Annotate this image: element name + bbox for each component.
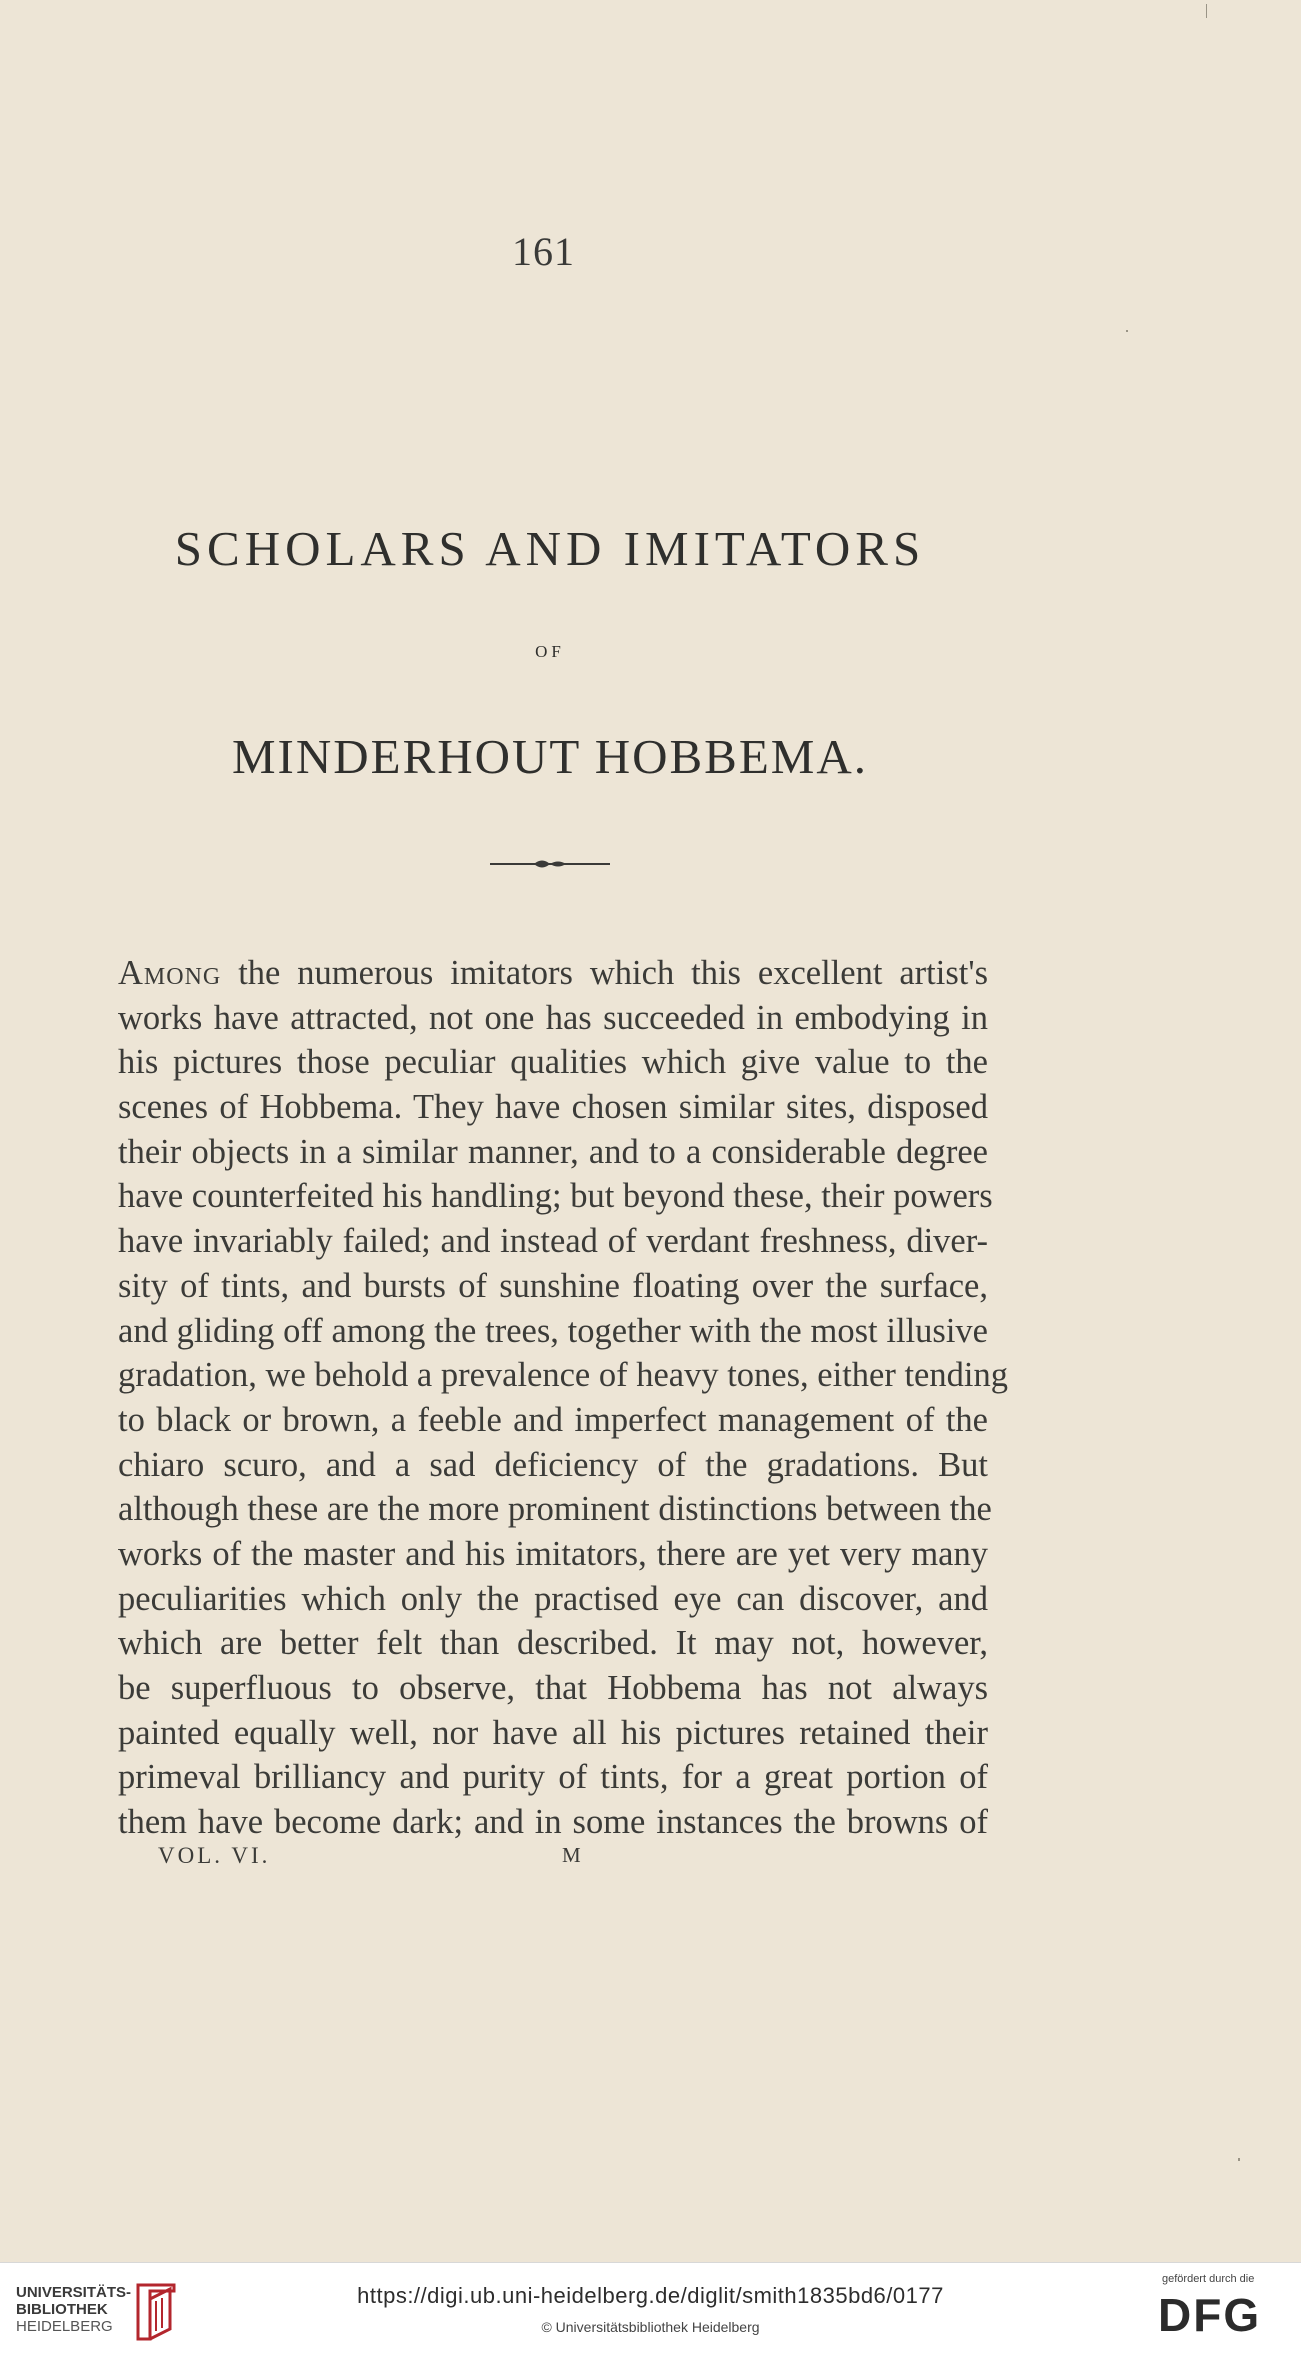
paper-speck — [1126, 330, 1128, 332]
body-line: and gliding off among the trees, together with the most illusive — [118, 1311, 988, 1350]
signature-mark: M — [562, 1843, 581, 1867]
body-line: primeval brilliancy and purity of tints, for a great portion of — [118, 1758, 988, 1797]
body-line: their objects in a similar manner, and to a considerable degree — [118, 1132, 988, 1171]
body-line: sity of tints, and bursts of sunshine floating over the surface, — [118, 1266, 988, 1305]
paper-speck — [1238, 2158, 1240, 2161]
chapter-title-connector: OF — [535, 642, 565, 661]
body-paragraph — [118, 951, 1008, 1845]
page-number: 161 — [512, 229, 575, 274]
body-line — [118, 951, 988, 996]
body-line: which are better felt than described. It may not, however, — [118, 1624, 988, 1663]
dfg-logo[interactable]: DFG — [1158, 2289, 1262, 2341]
body-line: scenes of Hobbema. They have chosen similar sites, disposed — [118, 1088, 988, 1127]
viewer-footer-bar — [0, 2262, 1301, 2357]
body-line: be superfluous to observe, that Hobbema has not always — [118, 1669, 988, 1707]
body-line: them have become dark; and in some instances the browns of — [118, 1803, 988, 1842]
body-line: peculiarities which only the practised eye can discover, and — [118, 1579, 988, 1618]
body-line: to black or brown, a feeble and imperfect management of the — [118, 1400, 988, 1439]
body-line: gradation, we behold a prevalence of heavy tones, either tending — [118, 1356, 1008, 1395]
chapter-title: SCHOLARS AND IMITATORS — [174, 521, 926, 576]
body-line: although these are the more prominent distinctions between the — [118, 1490, 992, 1529]
permalink-url[interactable]: https://digi.ub.uni-heidelberg.de/diglit/smith1835bd6/0177 — [357, 2283, 944, 2308]
body-line: works have attracted, not one has succeeded in embodying in — [118, 998, 988, 1037]
chapter-subject: MINDERHOUT HOBBEMA. — [231, 729, 868, 784]
funding-note: gefördert durch die — [1162, 2273, 1255, 2285]
library-name-line: HEIDELBERG — [16, 2318, 113, 2335]
body-line: works of the master and his imitators, there are yet very many — [118, 1534, 988, 1573]
library-name-line: BIBLIOTHEK — [16, 2301, 108, 2318]
body-line: painted equally well, nor have all his pictures retained their — [118, 1713, 988, 1752]
body-line: chiaro scuro, and a sad deficiency of the gradations. But — [118, 1445, 988, 1484]
volume-footer: VOL. VI. — [158, 1843, 271, 1868]
body-line-text: the numerous imitators which this excellent artist's — [221, 954, 988, 992]
paper-speck — [1206, 4, 1207, 18]
copyright-notice: © Universitätsbibliothek Heidelberg — [541, 2319, 760, 2335]
body-line: his pictures those peculiar qualities which give value to the — [118, 1043, 988, 1082]
library-name-line: UNIVERSITÄTS- — [16, 2284, 132, 2301]
body-line: have invariably failed; and instead of verdant freshness, diver- — [118, 1222, 988, 1261]
body-lead-word: Among — [118, 954, 222, 992]
ornament-divider-icon — [490, 852, 610, 876]
body-line: have counterfeited his handling; but beyond these, their powers — [118, 1177, 993, 1216]
